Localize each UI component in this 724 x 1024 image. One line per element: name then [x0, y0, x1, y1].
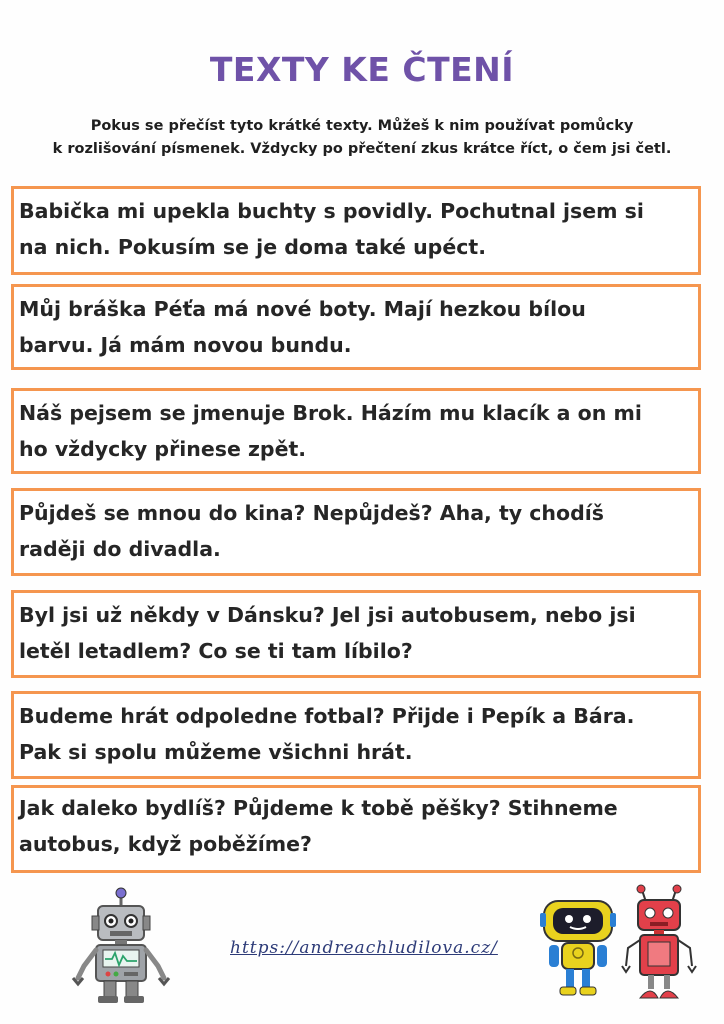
text-line: Náš pejsem se jmenuje Brok. Házím mu klacík a on mi — [19, 401, 642, 425]
reading-text-1 — [11, 186, 701, 275]
reading-text-6 — [11, 691, 701, 779]
yellow-robot-icon — [538, 893, 618, 999]
instructions — [0, 115, 724, 161]
text-line: letěl letadlem? Co se ti tam líbilo? — [19, 639, 413, 663]
website-link[interactable]: https://andreachludilova.cz/ — [230, 938, 498, 958]
text-line: barvu. Já mám novou bundu. — [19, 333, 352, 357]
text-line: ho vždycky přinese zpět. — [19, 437, 307, 461]
reading-text-3 — [11, 388, 701, 474]
reading-text-2 — [11, 284, 701, 370]
gray-robot-icon — [70, 886, 172, 1006]
text-line: Budeme hrát odpoledne fotbal? Přijde i Pepík a Bára. — [19, 704, 635, 728]
text-line: Babička mi upekla buchty s povidly. Pochutnal jsem si — [19, 199, 644, 223]
text-line: raději do divadla. — [19, 537, 221, 561]
text-line: Byl jsi už někdy v Dánsku? Jel jsi autobusem, nebo jsi — [19, 603, 636, 627]
text-line: Pak si spolu můžeme všichni hrát. — [19, 740, 413, 764]
reading-text-7 — [11, 785, 701, 873]
text-line: Jak daleko bydlíš? Půjdeme k tobě pěšky? Stihneme — [19, 796, 618, 820]
text-line: Půjdeš se mnou do kina? Nepůjdeš? Aha, ty chodíš — [19, 501, 605, 525]
reading-text-5 — [11, 590, 701, 678]
text-line: autobus, když poběžíme? — [19, 832, 312, 856]
instructions-line-1: Pokus se přečíst tyto krátké texty. Můžeš k nim používat pomůcky — [90, 118, 634, 134]
text-line: na nich. Pokusím se je doma také upéct. — [19, 235, 486, 259]
text-line: Můj bráška Péťa má nové boty. Mají hezkou bílou — [19, 297, 586, 321]
page-title: TEXTY KE ČTENÍ — [209, 50, 515, 89]
red-robot-icon — [620, 884, 698, 1002]
reading-text-4 — [11, 488, 701, 576]
instructions-line-2: k rozlišování písmenek. Vždycky po přečtení zkus krátce říct, o čem jsi četl. — [52, 141, 672, 157]
